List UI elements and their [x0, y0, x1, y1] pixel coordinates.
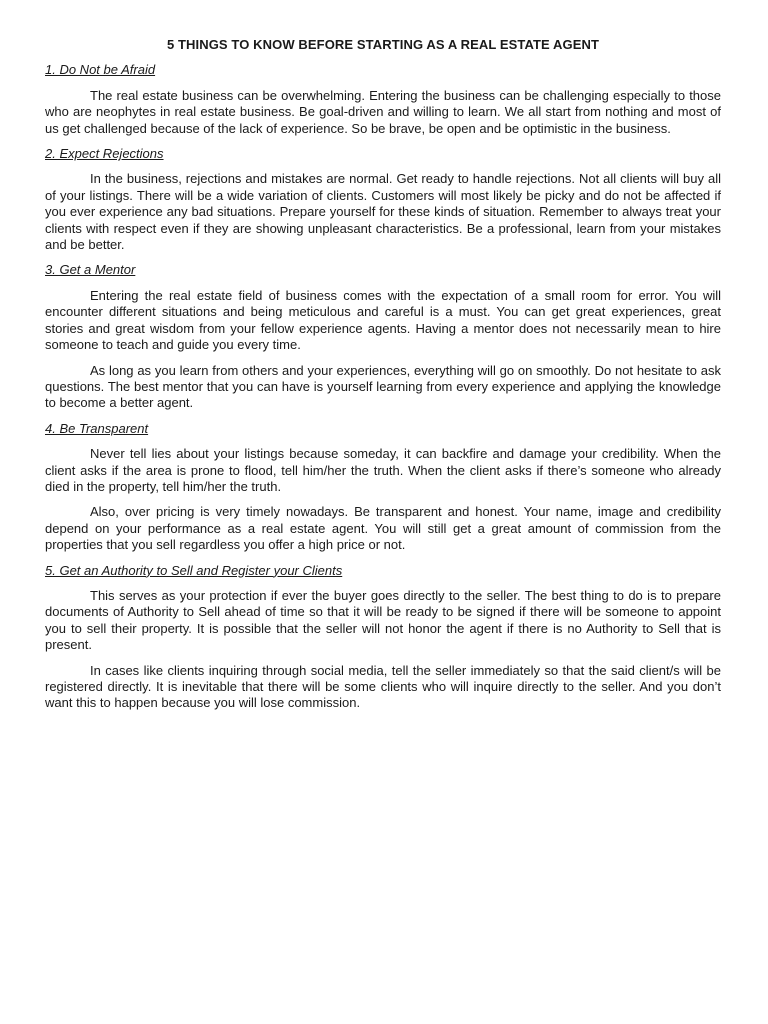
section-heading: 2. Expect Rejections: [45, 146, 164, 162]
section-be-transparent: [45, 421, 721, 554]
section-expect-rejections: [45, 146, 721, 253]
section-get-a-mentor: [45, 262, 721, 411]
section-heading: 4. Be Transparent: [45, 420, 149, 436]
section-heading: 1. Do Not be Afraid: [45, 62, 156, 78]
paragraph: This serves as your protection if ever the buyer goes directly to the seller. The best thing to do is to prepare documents of Authority to Sell ahead of time so that it will be ready to be signed if there will be someone to appoint you to sell their property. It is possible that the seller will not honor the agent if there is no Authority to Sell that is present.: [45, 587, 721, 653]
section-heading: 3. Get a Mentor: [45, 262, 136, 278]
document-page: [45, 37, 721, 721]
paragraph: In the business, rejections and mistakes are normal. Get ready to handle rejections. Not all clients will buy all of your listings. There will be a wide variation of clients. Customers will most likely be picky and do not be affected if you ever experience any bad situations. Prepare yourself for these kinds of situation. Remember to always treat your clients with respect even if they are showing unpleasant characteristics. Be a professional, learn from your mistakes and be better.: [45, 171, 721, 253]
section-authority-to-sell: [45, 563, 721, 712]
paragraph: Never tell lies about your listings because someday, it can backfire and damage your credibility. When the client asks if the area is prone to flood, tell him/her the truth. When the client asks if there’s someone who already died in the property, tell him/her the truth.: [45, 446, 721, 494]
paragraph: As long as you learn from others and your experiences, everything will go on smoothly. Do not hesitate to ask questions. The best mentor that you can have is yourself learning from every experience and applying the knowledge to become a better agent.: [45, 362, 721, 411]
paragraph: In cases like clients inquiring through social media, tell the seller immediately so that the said client/s will be registered directly. It is inevitable that there will be some clients who will inquire directly to the seller. And you don’t want this to happen because you will lose commission.: [45, 662, 721, 711]
section-heading: 5. Get an Authority to Sell and Register your Clients: [45, 562, 343, 578]
paragraph: The real estate business can be overwhelming. Entering the business can be challenging especially to those who are neophytes in real estate business. Be goal-driven and willing to learn. We all start from nothing and most of us get challenged because of the lack of experience. So be brave, be open and be optimistic in the business.: [45, 87, 721, 136]
document-title: 5 THINGS TO KNOW BEFORE STARTING AS A REAL ESTATE AGENT: [166, 37, 600, 52]
paragraph: Also, over pricing is very timely nowadays. Be transparent and honest. Your name, image and credibility depend on your performance as a real estate agent. You will still get a great amount of commission from the properties that you sell regardless you offer a high price or not.: [45, 504, 721, 553]
section-do-not-be-afraid: [45, 62, 721, 137]
paragraph: Entering the real estate field of business comes with the expectation of a small room for error. You will encounter different situations and being meticulous and careful is a must. You can get great experiences, great stories and great wisdom from your fellow experience agents. Having a mentor does not necessarily mean to hire someone to teach and guide you every time.: [45, 287, 721, 353]
